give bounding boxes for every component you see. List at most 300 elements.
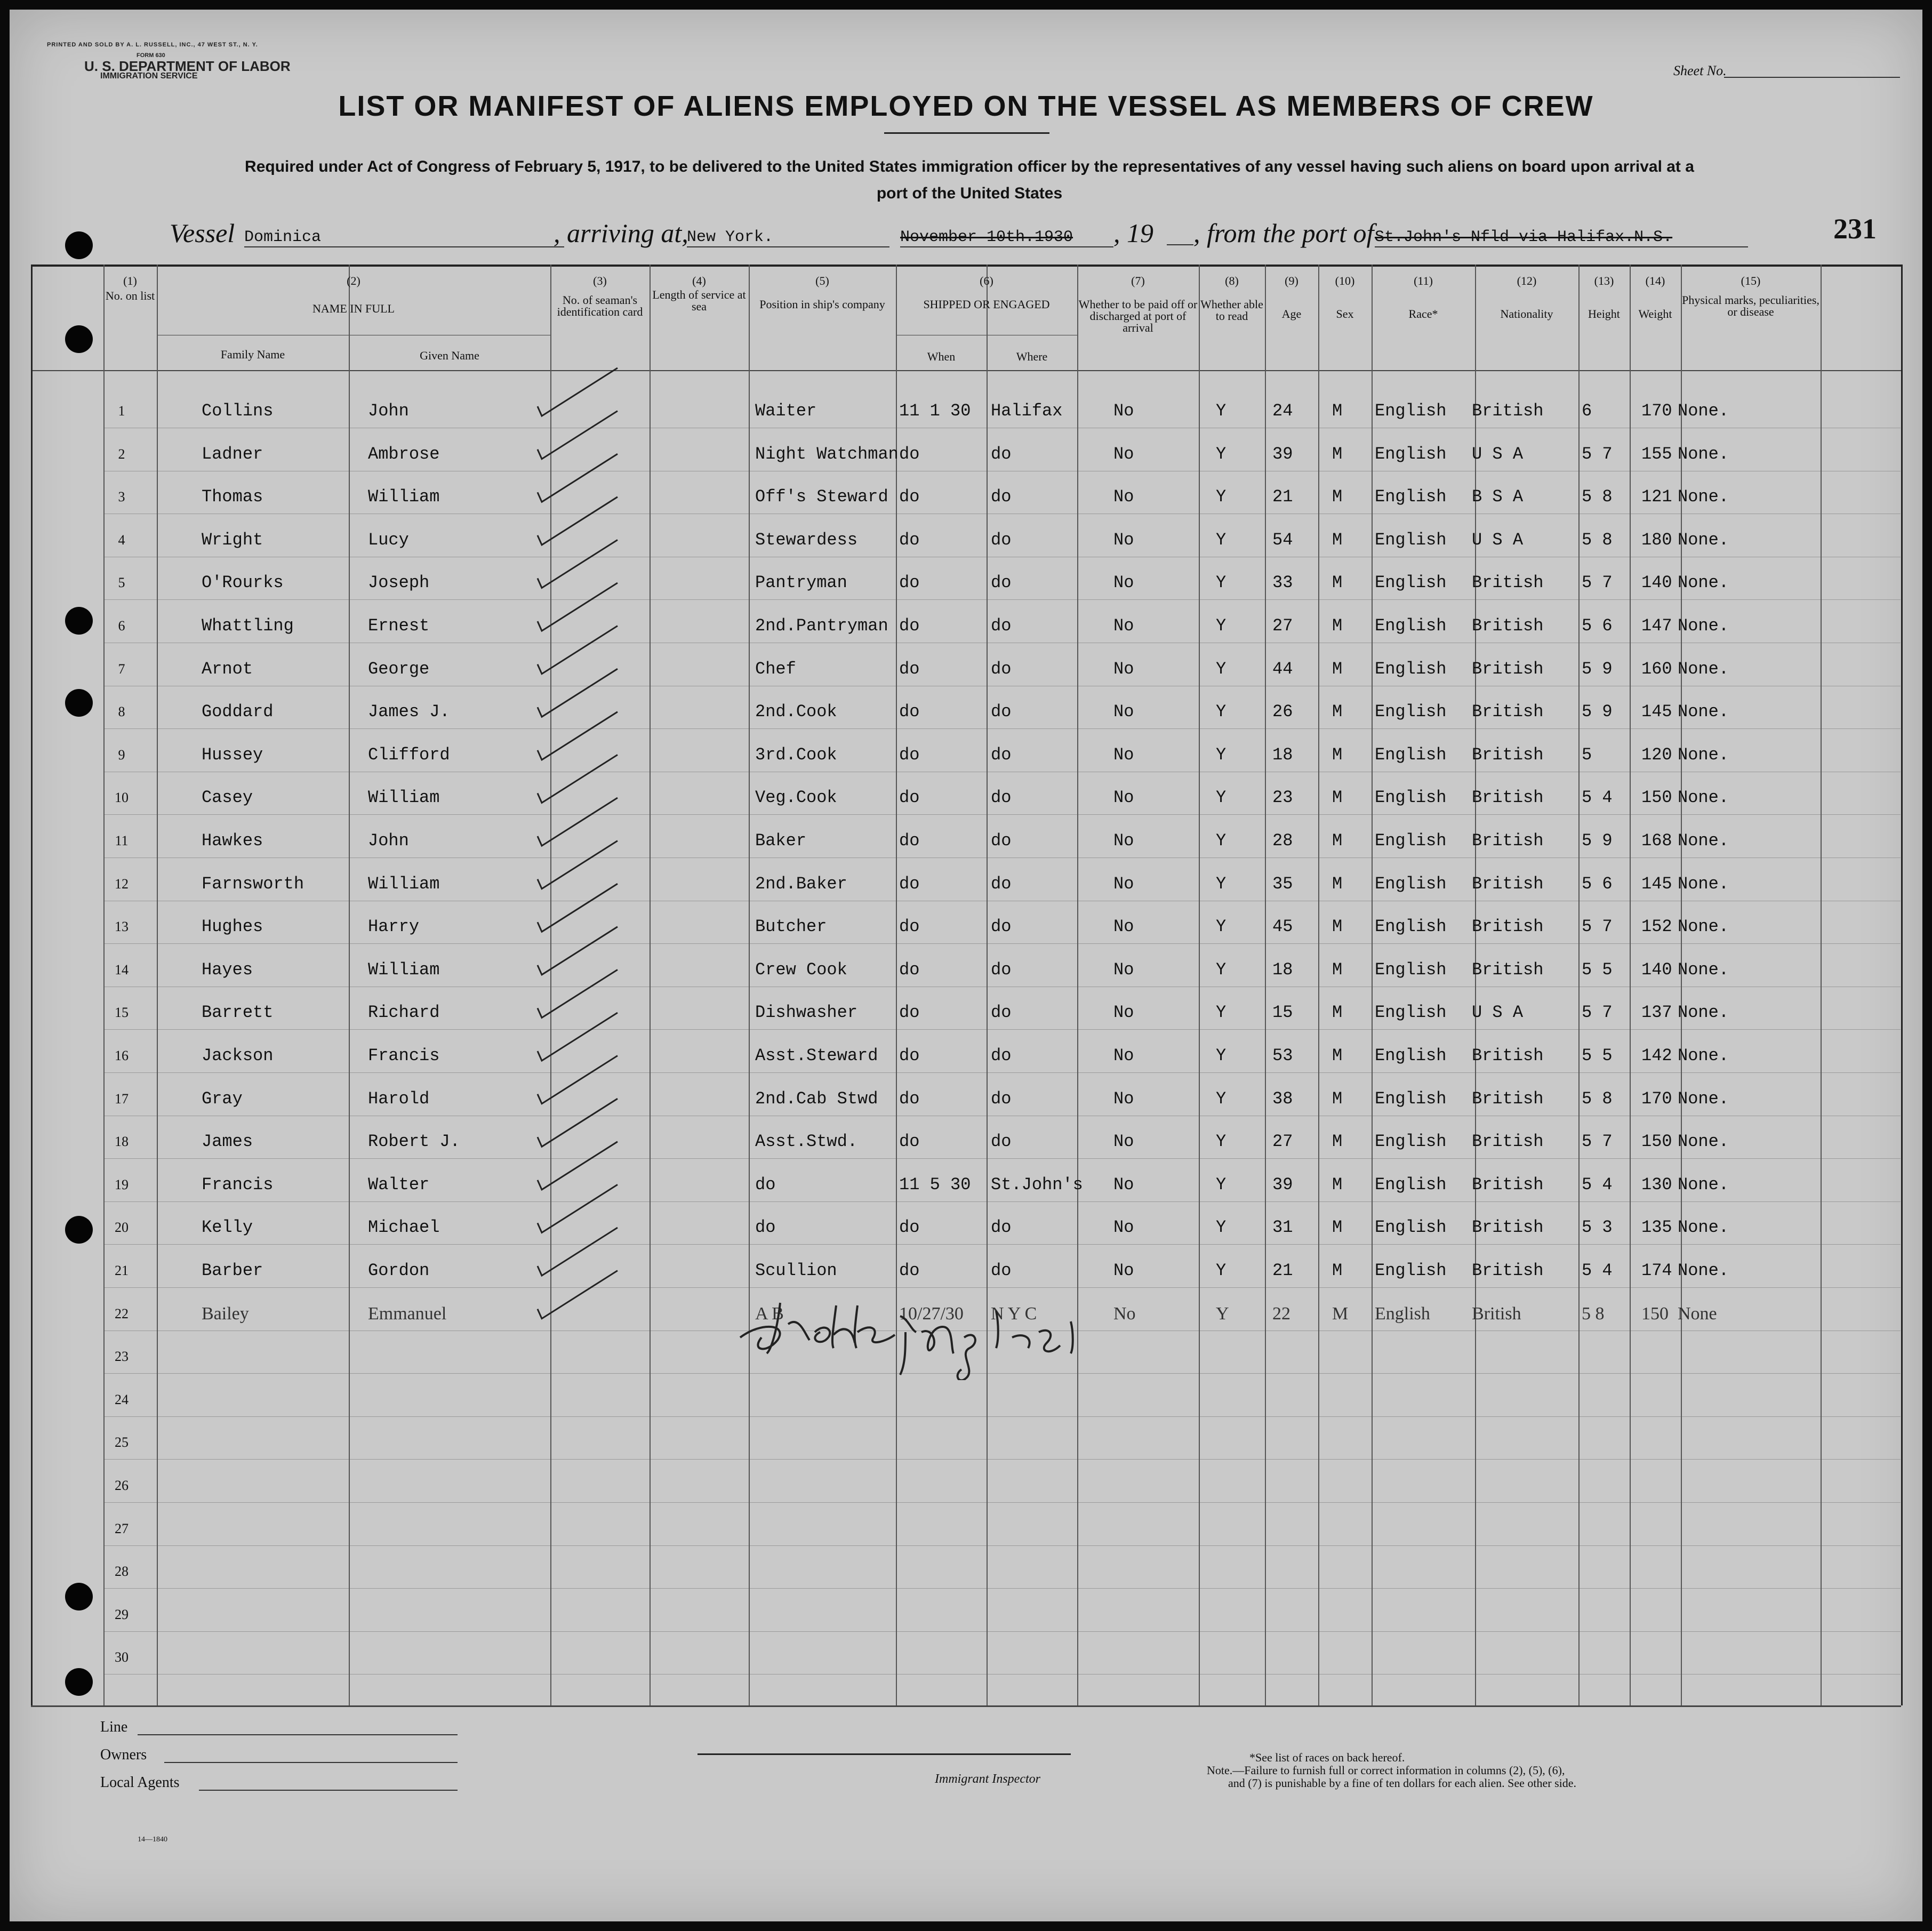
cell-physical-marks: None. <box>1678 831 1729 851</box>
cell-shipped-where: do <box>991 1089 1012 1109</box>
cell-physical-marks: None. <box>1678 530 1729 550</box>
cell-paid-off: No <box>1113 1003 1134 1022</box>
cell-paid-off: No <box>1113 1089 1134 1109</box>
cell-shipped-where: do <box>991 1132 1012 1151</box>
cell-weight: 145 <box>1641 702 1672 722</box>
cell-given-name: Robert J. <box>368 1132 460 1151</box>
cell-height: 6 <box>1582 401 1592 421</box>
cell-weight: 155 <box>1641 444 1672 464</box>
row-number: 19 <box>115 1177 129 1192</box>
row-number: 30 <box>115 1649 129 1665</box>
cell-able-to-read: Y <box>1216 401 1226 421</box>
cell-shipped-when: do <box>899 1132 920 1151</box>
row-number: 26 <box>115 1478 129 1493</box>
cell-age: 26 <box>1272 702 1293 722</box>
cell-position: Butcher <box>755 917 827 936</box>
cell-shipped-when: do <box>899 1217 920 1237</box>
cell-able-to-read: Y <box>1216 1046 1226 1065</box>
cell-shipped-when: do <box>899 788 920 807</box>
cell-weight: 145 <box>1641 874 1672 894</box>
col-11-header: (11) Race* <box>1408 274 1438 321</box>
cell-shipped-when: do <box>899 1046 920 1065</box>
check-mark <box>538 755 618 803</box>
cell-physical-marks: None. <box>1678 401 1729 421</box>
cell-shipped-where: do <box>991 616 1012 636</box>
col-6a-header: When <box>927 350 956 363</box>
cell-shipped-when: do <box>899 487 920 507</box>
cell-age: 24 <box>1272 401 1293 421</box>
cell-family-name: Whattling <box>202 616 294 636</box>
cell-age: 44 <box>1272 659 1293 679</box>
row-number: 16 <box>115 1048 129 1063</box>
cell-family-name: Hayes <box>202 960 253 980</box>
cell-able-to-read: Y <box>1216 659 1226 679</box>
cell-physical-marks: None. <box>1678 1003 1729 1022</box>
cell-shipped-when: do <box>899 530 920 550</box>
cell-weight: 160 <box>1641 659 1672 679</box>
cell-position: 2nd.Cab Stwd <box>755 1089 878 1109</box>
cell-able-to-read: Y <box>1216 745 1226 765</box>
cell-given-name: Ambrose <box>368 444 440 464</box>
cell-position: A B <box>755 1304 784 1324</box>
cell-age: 28 <box>1272 831 1293 851</box>
cell-shipped-when: do <box>899 444 920 464</box>
line-field <box>138 1734 458 1735</box>
cell-shipped-where: do <box>991 487 1012 507</box>
check-mark <box>538 454 618 502</box>
cell-position: Scullion <box>755 1261 837 1280</box>
cell-family-name: Francis <box>202 1175 274 1195</box>
col-4-header: (4) Length of service at sea <box>652 274 746 313</box>
row-number: 13 <box>115 919 129 934</box>
cell-sex: M <box>1332 960 1343 980</box>
cell-shipped-when: do <box>899 917 920 936</box>
cell-height: 5 5 <box>1582 960 1613 980</box>
cell-height: 5 7 <box>1582 917 1613 936</box>
cell-position: Chef <box>755 659 796 679</box>
cell-age: 21 <box>1272 1261 1293 1280</box>
punch-hole <box>65 231 93 259</box>
cell-given-name: William <box>368 487 440 507</box>
cell-physical-marks: None. <box>1678 1132 1729 1151</box>
col-3-header: (3) No. of seaman's identification card <box>557 274 643 318</box>
cell-given-name: Michael <box>368 1217 440 1237</box>
cell-nationality: U S A <box>1472 444 1524 464</box>
cell-age: 27 <box>1272 1132 1293 1151</box>
row-number: 12 <box>115 876 129 892</box>
form-code: 14—1840 <box>138 1836 167 1844</box>
cell-position: Waiter <box>755 401 817 421</box>
cell-height: 5 3 <box>1582 1217 1613 1237</box>
cell-able-to-read: Y <box>1216 1089 1226 1109</box>
row-number: 2 <box>118 446 125 462</box>
page-number: 231 <box>1833 213 1877 245</box>
cell-paid-off: No <box>1113 1304 1136 1324</box>
cell-weight: 140 <box>1641 960 1672 980</box>
required-line-2: port of the United States <box>876 185 1063 202</box>
col-8-header: (8) Whether able to read <box>1200 274 1263 323</box>
cell-paid-off: No <box>1113 917 1134 936</box>
col-5-header: (5) Position in ship's company <box>759 274 885 311</box>
check-mark <box>538 969 618 1017</box>
cell-physical-marks: None. <box>1678 1046 1729 1065</box>
cell-position: do <box>755 1175 776 1195</box>
cell-physical-marks: None. <box>1678 874 1729 894</box>
row-number: 29 <box>115 1607 129 1622</box>
cell-nationality: British <box>1472 1089 1544 1109</box>
cell-race: English <box>1375 573 1447 592</box>
cell-family-name: Gray <box>202 1089 243 1109</box>
cell-race: English <box>1375 1261 1447 1280</box>
local-agents-field <box>199 1790 458 1791</box>
check-mark <box>538 841 618 889</box>
cell-given-name: John <box>368 401 409 421</box>
cell-given-name: Emmanuel <box>368 1304 447 1324</box>
cell-weight: 168 <box>1641 831 1672 851</box>
cell-height: 5 5 <box>1582 1046 1613 1065</box>
cell-position: do <box>755 1217 776 1237</box>
cell-weight: 170 <box>1641 401 1672 421</box>
cell-nationality: British <box>1472 1046 1544 1065</box>
cell-able-to-read: Y <box>1216 1132 1226 1151</box>
cell-given-name: John <box>368 831 409 851</box>
cell-nationality: U S A <box>1472 1003 1524 1022</box>
cell-shipped-where: do <box>991 1003 1012 1022</box>
sheet-number-label: Sheet No. <box>1673 63 1727 78</box>
cell-height: 5 8 <box>1582 1089 1613 1109</box>
check-mark <box>538 497 618 545</box>
cell-given-name: William <box>368 874 440 894</box>
cell-nationality: British <box>1472 874 1544 894</box>
row-number: 22 <box>115 1306 129 1321</box>
cell-sex: M <box>1332 573 1343 592</box>
row-number: 1 <box>118 403 125 419</box>
cell-shipped-where: do <box>991 788 1012 807</box>
row-number: 15 <box>115 1005 129 1020</box>
cell-race: English <box>1375 960 1447 980</box>
cell-race: English <box>1375 530 1447 550</box>
cell-paid-off: No <box>1113 1046 1134 1065</box>
cell-shipped-where: do <box>991 1046 1012 1065</box>
cell-nationality: British <box>1472 960 1544 980</box>
row-number: 6 <box>118 618 125 634</box>
cell-sex: M <box>1332 1261 1343 1280</box>
cell-position: Crew Cook <box>755 960 847 980</box>
cell-family-name: Jackson <box>202 1046 274 1065</box>
cell-given-name: Richard <box>368 1003 440 1022</box>
cell-race: English <box>1375 659 1447 679</box>
row-number: 11 <box>115 833 129 848</box>
cell-given-name: Harold <box>368 1089 430 1109</box>
cell-shipped-where: do <box>991 702 1012 722</box>
department-name: U. S. DEPARTMENT OF LABOR <box>84 58 291 74</box>
cell-paid-off: No <box>1113 659 1134 679</box>
cell-sex: M <box>1332 788 1343 807</box>
cell-position: Stewardess <box>755 530 858 550</box>
cell-height: 5 6 <box>1582 616 1613 636</box>
cell-paid-off: No <box>1113 960 1134 980</box>
cell-position: Night Watchman <box>755 444 899 464</box>
cell-race: English <box>1375 1046 1447 1065</box>
cell-shipped-when: do <box>899 659 920 679</box>
cell-position: Off's Steward <box>755 487 888 507</box>
check-mark <box>538 884 618 932</box>
cell-weight: 121 <box>1641 487 1672 507</box>
check-mark <box>538 1142 618 1190</box>
cell-shipped-when: do <box>899 702 920 722</box>
line-label: Line <box>100 1719 128 1735</box>
cell-age: 18 <box>1272 960 1293 980</box>
cell-family-name: Casey <box>202 788 253 807</box>
document-title: LIST OR MANIFEST OF ALIENS EMPLOYED ON THE VESSEL AS MEMBERS OF CREW <box>338 90 1594 122</box>
check-mark <box>538 1184 618 1232</box>
cell-position: 2nd.Baker <box>755 874 847 894</box>
row-number: 27 <box>115 1521 129 1536</box>
cell-sex: M <box>1332 874 1343 894</box>
cell-height: 5 6 <box>1582 874 1613 894</box>
cell-able-to-read: Y <box>1216 444 1226 464</box>
cell-family-name: Ladner <box>202 444 263 464</box>
cell-paid-off: No <box>1113 1175 1134 1195</box>
vessel-label: Vessel <box>170 218 235 248</box>
cell-race: English <box>1375 702 1447 722</box>
cell-shipped-where: do <box>991 659 1012 679</box>
cell-shipped-when: do <box>899 1089 920 1109</box>
row-number: 10 <box>115 790 129 805</box>
row-number: 8 <box>118 704 125 719</box>
col-6-header: (6) SHIPPED OR ENGAGED <box>923 274 1050 311</box>
cell-family-name: Bailey <box>202 1304 249 1324</box>
cell-shipped-where: do <box>991 573 1012 592</box>
cell-given-name: William <box>368 960 440 980</box>
cell-sex: M <box>1332 444 1343 464</box>
cell-sex: M <box>1332 917 1343 936</box>
cell-given-name: James J. <box>368 702 450 722</box>
cell-shipped-where: do <box>991 745 1012 765</box>
cell-weight: 147 <box>1641 616 1672 636</box>
cell-physical-marks: None. <box>1678 444 1729 464</box>
arrival-port: New York. <box>687 228 774 246</box>
cell-able-to-read: Y <box>1216 1217 1226 1237</box>
cell-paid-off: No <box>1113 616 1134 636</box>
cell-shipped-when: do <box>899 831 920 851</box>
cell-weight: 152 <box>1641 917 1672 936</box>
row-number: 20 <box>115 1220 129 1235</box>
cell-nationality: British <box>1472 745 1544 765</box>
cell-shipped-when: 11 1 30 <box>899 401 971 421</box>
cell-nationality: British <box>1472 659 1544 679</box>
check-mark <box>538 712 618 760</box>
cell-race: English <box>1375 444 1447 464</box>
punch-hole <box>65 1583 93 1610</box>
cell-race: English <box>1375 487 1447 507</box>
local-agents-label: Local Agents <box>100 1774 180 1791</box>
cell-physical-marks: None. <box>1678 1261 1729 1280</box>
inspector-signature-line <box>698 1753 1071 1755</box>
cell-position: 3rd.Cook <box>755 745 837 765</box>
cell-paid-off: No <box>1113 702 1134 722</box>
cell-height: 5 7 <box>1582 444 1613 464</box>
col-14-header: (14) Weight <box>1638 274 1672 321</box>
cell-weight: 137 <box>1641 1003 1672 1022</box>
printer-line: PRINTED AND SOLD BY A. L. RUSSELL, INC., 47 WEST ST., N. Y. <box>47 42 258 48</box>
cell-shipped-where: do <box>991 530 1012 550</box>
cell-shipped-where: do <box>991 1261 1012 1280</box>
cell-age: 33 <box>1272 573 1293 592</box>
cell-race: English <box>1375 831 1447 851</box>
cell-physical-marks: None. <box>1678 960 1729 980</box>
cell-paid-off: No <box>1113 401 1134 421</box>
cell-nationality: U S A <box>1472 530 1524 550</box>
cell-nationality: British <box>1472 401 1544 421</box>
cell-sex: M <box>1332 1132 1343 1151</box>
cell-given-name: Lucy <box>368 530 409 550</box>
cell-age: 22 <box>1272 1304 1290 1324</box>
cell-physical-marks: None. <box>1678 487 1729 507</box>
cell-given-name: Joseph <box>368 573 430 592</box>
cell-sex: M <box>1332 616 1343 636</box>
cell-race: English <box>1375 917 1447 936</box>
cell-position: Asst.Steward <box>755 1046 878 1065</box>
col-7-header: (7) Whether to be paid off or discharged at port of arrival <box>1078 274 1198 334</box>
check-mark <box>538 540 618 588</box>
cell-age: 31 <box>1272 1217 1293 1237</box>
cell-sex: M <box>1332 1175 1343 1195</box>
cell-height: 5 9 <box>1582 659 1613 679</box>
cell-weight: 170 <box>1641 1089 1672 1109</box>
cell-physical-marks: None. <box>1678 917 1729 936</box>
cell-physical-marks: None. <box>1678 788 1729 807</box>
cell-sex: M <box>1332 530 1343 550</box>
cell-position: 2nd.Pantryman <box>755 616 888 636</box>
from-port-label: , from the port of <box>1193 218 1374 248</box>
cell-family-name: Wright <box>202 530 263 550</box>
row-number: 7 <box>118 661 125 677</box>
cell-nationality: British <box>1472 831 1544 851</box>
cell-weight: 180 <box>1641 530 1672 550</box>
cell-height: 5 8 <box>1582 530 1613 550</box>
cell-paid-off: No <box>1113 530 1134 550</box>
check-mark <box>538 1099 618 1147</box>
cell-nationality: British <box>1472 917 1544 936</box>
cell-shipped-where: do <box>991 444 1012 464</box>
cell-nationality: British <box>1472 616 1544 636</box>
cell-position: Veg.Cook <box>755 788 837 807</box>
col-13-header: (13) Height <box>1588 274 1620 321</box>
cell-physical-marks: None. <box>1678 1175 1729 1195</box>
service-name: IMMIGRATION SERVICE <box>100 71 198 81</box>
check-mark <box>538 1271 618 1319</box>
cell-position: Pantryman <box>755 573 847 592</box>
cell-nationality: British <box>1472 702 1544 722</box>
cell-shipped-when: do <box>899 1261 920 1280</box>
col-2-header: (2) NAME IN FULL <box>312 274 395 315</box>
cell-paid-off: No <box>1113 1261 1134 1280</box>
cell-family-name: Hawkes <box>202 831 263 851</box>
col-2b-header: Given Name <box>420 349 479 362</box>
cell-given-name: Walter <box>368 1175 430 1195</box>
cell-shipped-when: do <box>899 1003 920 1022</box>
cell-physical-marks: None. <box>1678 1217 1729 1237</box>
cell-able-to-read: Y <box>1216 788 1226 807</box>
cell-paid-off: No <box>1113 831 1134 851</box>
cell-given-name: Clifford <box>368 745 450 765</box>
form-number: FORM 630 <box>137 52 165 59</box>
cell-physical-marks: None. <box>1678 745 1729 765</box>
cell-nationality: British <box>1472 1217 1544 1237</box>
row-number: 24 <box>115 1392 129 1407</box>
cell-sex: M <box>1332 1304 1349 1324</box>
cell-shipped-where: do <box>991 960 1012 980</box>
cell-shipped-where: Halifax <box>991 401 1063 421</box>
cell-physical-marks: None. <box>1678 702 1729 722</box>
cell-able-to-read: Y <box>1216 702 1226 722</box>
cell-sex: M <box>1332 659 1343 679</box>
cell-weight: 120 <box>1641 745 1672 765</box>
arrival-date: November 10th.1930 <box>900 228 1073 246</box>
check-marks <box>10 10 1922 1921</box>
cell-race: English <box>1375 1175 1447 1195</box>
cell-sex: M <box>1332 745 1343 765</box>
cell-weight: 130 <box>1641 1175 1672 1195</box>
cell-family-name: Thomas <box>202 487 263 507</box>
cell-shipped-where: do <box>991 831 1012 851</box>
cell-weight: 142 <box>1641 1046 1672 1065</box>
cell-given-name: George <box>368 659 430 679</box>
cell-paid-off: No <box>1113 1132 1134 1151</box>
cell-height: 5 7 <box>1582 573 1613 592</box>
cell-position: Dishwasher <box>755 1003 858 1022</box>
cell-nationality: British <box>1472 1132 1544 1151</box>
cell-sex: M <box>1332 487 1343 507</box>
cell-height: 5 7 <box>1582 1132 1613 1151</box>
manifest-page <box>10 10 1922 1921</box>
cell-age: 23 <box>1272 788 1293 807</box>
cell-paid-off: No <box>1113 745 1134 765</box>
col-2a-header: Family Name <box>220 348 285 361</box>
row-number: 25 <box>115 1435 129 1450</box>
cell-paid-off: No <box>1113 874 1134 894</box>
cell-able-to-read: Y <box>1216 487 1226 507</box>
cell-nationality: British <box>1472 1304 1521 1324</box>
cell-shipped-when: do <box>899 874 920 894</box>
cell-race: English <box>1375 1003 1447 1022</box>
cell-shipped-where: do <box>991 917 1012 936</box>
cell-height: 5 4 <box>1582 1175 1613 1195</box>
row-number: 21 <box>115 1263 129 1278</box>
cell-shipped-when: do <box>899 573 920 592</box>
cell-family-name: Barrett <box>202 1003 274 1022</box>
cell-shipped-when: 10/27/30 <box>899 1304 964 1324</box>
cell-age: 15 <box>1272 1003 1293 1022</box>
required-line-1: Required under Act of Congress of February 5, 1917, to be delivered to the United States immigration officer by the representatives of any vessel having such aliens on board upon arrival at a <box>245 158 1694 175</box>
cell-age: 54 <box>1272 530 1293 550</box>
punch-hole <box>65 1216 93 1244</box>
cell-given-name: Ernest <box>368 616 430 636</box>
inspector-label: Immigrant Inspector <box>935 1772 1040 1786</box>
row-number: 28 <box>115 1564 129 1579</box>
cell-height: 5 9 <box>1582 831 1613 851</box>
cell-age: 39 <box>1272 1175 1293 1195</box>
cell-physical-marks: None. <box>1678 1089 1729 1109</box>
vessel-name: Dominica <box>244 228 322 246</box>
cell-age: 21 <box>1272 487 1293 507</box>
cell-given-name: Francis <box>368 1046 440 1065</box>
col-12-header: (12) Nationality <box>1500 274 1553 321</box>
cell-age: 35 <box>1272 874 1293 894</box>
punch-hole <box>65 325 93 353</box>
cell-physical-marks: None. <box>1678 616 1729 636</box>
